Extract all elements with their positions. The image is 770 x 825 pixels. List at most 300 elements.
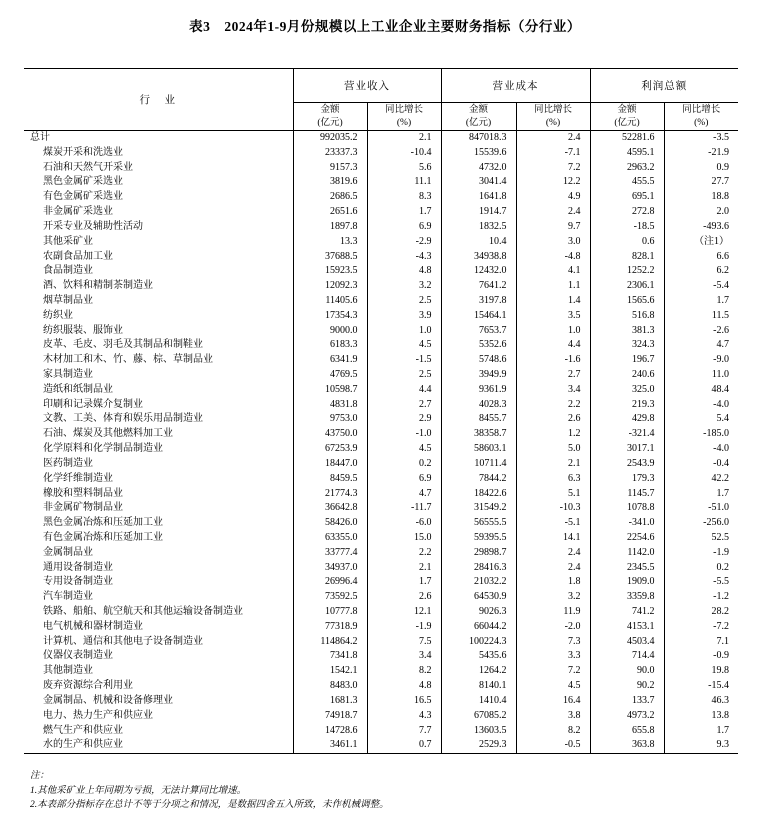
industry-name: 农副食品加工业 — [43, 250, 113, 262]
value-cell: 1.0 — [516, 324, 590, 339]
value-cell: 0.6 — [590, 235, 664, 250]
value-cell: 21032.2 — [441, 575, 516, 590]
value-cell: 37688.5 — [293, 250, 367, 265]
value-cell: 2.9 — [367, 412, 441, 427]
industry-column-header: 行 业 — [24, 69, 293, 131]
value-cell: 8.2 — [367, 664, 441, 679]
value-cell: 363.8 — [590, 738, 664, 753]
value-cell: 11.0 — [664, 368, 738, 383]
value-cell: 3949.9 — [441, 368, 516, 383]
table-row — [24, 190, 738, 205]
value-cell: 27.7 — [664, 175, 738, 190]
value-cell: 56555.5 — [441, 516, 516, 531]
industry-name: 水的生产和供应业 — [43, 739, 123, 751]
value-cell: 429.8 — [590, 412, 664, 427]
value-cell: 1.2 — [516, 427, 590, 442]
value-cell: 4973.2 — [590, 709, 664, 724]
value-cell: 74918.7 — [293, 709, 367, 724]
industry-name: 黑色金属冶炼和压延加工业 — [43, 517, 163, 529]
industry-name: 金属制品业 — [43, 546, 93, 558]
industry-name: 燃气生产和供应业 — [43, 724, 123, 736]
value-cell: 8483.0 — [293, 679, 367, 694]
value-cell: 6.6 — [664, 250, 738, 265]
value-cell: 847018.3 — [441, 131, 516, 146]
table-row — [24, 501, 738, 516]
value-cell: -4.0 — [664, 398, 738, 413]
value-cell: 3359.8 — [590, 590, 664, 605]
value-cell: 179.3 — [590, 472, 664, 487]
value-cell: 714.4 — [590, 649, 664, 664]
table-row — [24, 546, 738, 561]
value-cell: 11.1 — [367, 175, 441, 190]
value-cell: 4028.3 — [441, 398, 516, 413]
value-cell: 1078.8 — [590, 501, 664, 516]
table-row — [24, 131, 738, 146]
footnotes — [30, 769, 750, 813]
value-cell: 4.8 — [367, 679, 441, 694]
value-cell: 34938.8 — [441, 250, 516, 265]
value-cell: 1.7 — [664, 724, 738, 739]
value-cell: -5.5 — [664, 575, 738, 590]
industry-name: 其他采矿业 — [43, 235, 93, 247]
page-title: 表3 2024年1-9月份规模以上工业企业主要财务指标（分行业） — [189, 19, 581, 34]
table-row — [24, 220, 738, 235]
value-cell: 90.2 — [590, 679, 664, 694]
value-cell: 2529.3 — [441, 738, 516, 753]
value-cell: 4.4 — [516, 338, 590, 353]
value-cell: 6.2 — [664, 264, 738, 279]
value-cell: -0.9 — [664, 649, 738, 664]
value-cell: 828.1 — [590, 250, 664, 265]
value-cell: 2.4 — [516, 131, 590, 146]
value-cell: 8455.7 — [441, 412, 516, 427]
table-row — [24, 353, 738, 368]
value-cell: 14.1 — [516, 531, 590, 546]
value-cell: 992035.2 — [293, 131, 367, 146]
value-cell: -321.4 — [590, 427, 664, 442]
industry-name: 酒、饮料和精制茶制造业 — [43, 280, 153, 292]
value-cell: 52281.6 — [590, 131, 664, 146]
value-cell: -1.9 — [664, 546, 738, 561]
value-cell: 6341.9 — [293, 353, 367, 368]
value-cell: 1252.2 — [590, 264, 664, 279]
industry-name: 纺织业 — [43, 309, 73, 321]
value-cell: 16.4 — [516, 694, 590, 709]
cost-amount-header: 金额 (亿元) — [441, 103, 516, 131]
value-cell: 12.1 — [367, 605, 441, 620]
value-cell: 28416.3 — [441, 561, 516, 576]
value-cell: 1832.5 — [441, 220, 516, 235]
value-cell: 3.3 — [516, 649, 590, 664]
value-cell: 7.2 — [516, 161, 590, 176]
value-cell: 3197.8 — [441, 294, 516, 309]
value-cell: -341.0 — [590, 516, 664, 531]
value-cell: 3.0 — [516, 235, 590, 250]
value-cell: 5.0 — [516, 442, 590, 457]
value-cell: 6.9 — [367, 472, 441, 487]
value-cell: 9.3 — [664, 738, 738, 753]
value-cell: 6.9 — [367, 220, 441, 235]
industry-name: 烟草制品业 — [43, 294, 93, 306]
value-cell: 5.6 — [367, 161, 441, 176]
industry-name: 纺织服装、服饰业 — [43, 324, 123, 336]
table-row — [24, 605, 738, 620]
industry-name: 橡胶和塑料制品业 — [43, 487, 123, 499]
value-cell: 133.7 — [590, 694, 664, 709]
industry-name: 铁路、船舶、航空航天和其他运输设备制造业 — [43, 606, 243, 617]
industry-name: 有色金属冶炼和压延加工业 — [43, 531, 163, 543]
table-body — [24, 131, 738, 754]
value-cell: 9000.0 — [293, 324, 367, 339]
value-cell: -0.5 — [516, 738, 590, 753]
value-cell: 3819.6 — [293, 175, 367, 190]
value-cell: -3.5 — [664, 131, 738, 146]
table-row — [24, 561, 738, 576]
value-cell: 2.1 — [367, 561, 441, 576]
value-cell: 73592.5 — [293, 590, 367, 605]
value-cell: 13.3 — [293, 235, 367, 250]
value-cell: 18422.6 — [441, 487, 516, 502]
value-cell: 15923.5 — [293, 264, 367, 279]
value-cell: 4.5 — [367, 442, 441, 457]
value-cell: 3.4 — [516, 383, 590, 398]
value-cell: 1410.4 — [441, 694, 516, 709]
industry-name: 非金属矿物制品业 — [43, 502, 123, 514]
value-cell: 1897.8 — [293, 220, 367, 235]
table-row — [24, 531, 738, 546]
value-cell: 4595.1 — [590, 146, 664, 161]
table-row — [24, 457, 738, 472]
value-cell: 38358.7 — [441, 427, 516, 442]
value-cell: 741.2 — [590, 605, 664, 620]
table-header — [24, 69, 738, 131]
value-cell: 1909.0 — [590, 575, 664, 590]
table-row — [24, 279, 738, 294]
industry-name: 医药制造业 — [43, 457, 93, 469]
value-cell: 3.4 — [367, 649, 441, 664]
value-cell: 11405.6 — [293, 294, 367, 309]
value-cell: 2.5 — [367, 368, 441, 383]
table-row — [24, 649, 738, 664]
value-cell: （注1） — [664, 235, 738, 250]
value-cell: -4.8 — [516, 250, 590, 265]
footnote-item: 2.本表部分指标存在总计不等于分项之和情况，是数据四舍五入所致，未作机械调整。 — [30, 800, 389, 810]
value-cell: -1.9 — [367, 620, 441, 635]
value-cell: 114864.2 — [293, 635, 367, 650]
value-cell: -2.0 — [516, 620, 590, 635]
value-cell: 272.8 — [590, 205, 664, 220]
value-cell: 3.2 — [367, 279, 441, 294]
value-cell: 6.3 — [516, 472, 590, 487]
industry-name: 开采专业及辅助性活动 — [43, 220, 143, 232]
value-cell: 2.2 — [516, 398, 590, 413]
value-cell: 29898.7 — [441, 546, 516, 561]
value-cell: 2651.6 — [293, 205, 367, 220]
value-cell: 15464.1 — [441, 309, 516, 324]
value-cell: 43750.0 — [293, 427, 367, 442]
value-cell: 4.5 — [367, 338, 441, 353]
value-cell: 1.1 — [516, 279, 590, 294]
value-cell: 9753.0 — [293, 412, 367, 427]
table-row — [24, 590, 738, 605]
value-cell: 10598.7 — [293, 383, 367, 398]
table-row — [24, 635, 738, 650]
value-cell: 10.4 — [441, 235, 516, 250]
value-cell: 2.6 — [367, 590, 441, 605]
value-cell: 3461.1 — [293, 738, 367, 753]
value-cell: 0.7 — [367, 738, 441, 753]
value-cell: 4503.4 — [590, 635, 664, 650]
value-cell: 67085.2 — [441, 709, 516, 724]
value-cell: 2543.9 — [590, 457, 664, 472]
value-cell: 4.8 — [367, 264, 441, 279]
value-cell: 11.5 — [664, 309, 738, 324]
table-row — [24, 250, 738, 265]
value-cell: 1142.0 — [590, 546, 664, 561]
value-cell: -1.0 — [367, 427, 441, 442]
industry-name: 食品制造业 — [43, 265, 93, 277]
value-cell: -4.3 — [367, 250, 441, 265]
table-row — [24, 264, 738, 279]
value-cell: -21.9 — [664, 146, 738, 161]
table-row — [24, 575, 738, 590]
value-cell: 1.7 — [664, 487, 738, 502]
table-row — [24, 709, 738, 724]
value-cell: 9026.3 — [441, 605, 516, 620]
value-cell: 90.0 — [590, 664, 664, 679]
value-cell: 5.4 — [664, 412, 738, 427]
value-cell: 1.7 — [664, 294, 738, 309]
value-cell: 3.5 — [516, 309, 590, 324]
value-cell: 67253.9 — [293, 442, 367, 457]
value-cell: 31549.2 — [441, 501, 516, 516]
value-cell: 16.5 — [367, 694, 441, 709]
value-cell: 18.8 — [664, 190, 738, 205]
value-cell: 7844.2 — [441, 472, 516, 487]
value-cell: 2345.5 — [590, 561, 664, 576]
value-cell: 3.9 — [367, 309, 441, 324]
industry-name: 文教、工美、体育和娱乐用品制造业 — [43, 413, 203, 425]
value-cell: 7653.7 — [441, 324, 516, 339]
value-cell: 1.4 — [516, 294, 590, 309]
value-cell: -6.0 — [367, 516, 441, 531]
value-cell: 8140.1 — [441, 679, 516, 694]
value-cell: 240.6 — [590, 368, 664, 383]
value-cell: 3041.4 — [441, 175, 516, 190]
value-cell: 1641.8 — [441, 190, 516, 205]
value-cell: 4.3 — [367, 709, 441, 724]
value-cell: 4153.1 — [590, 620, 664, 635]
value-cell: 63355.0 — [293, 531, 367, 546]
industry-name: 废弃资源综合利用业 — [43, 680, 133, 692]
value-cell: -5.4 — [664, 279, 738, 294]
value-cell: 10711.4 — [441, 457, 516, 472]
value-cell: 325.0 — [590, 383, 664, 398]
table-row — [24, 679, 738, 694]
value-cell: 455.5 — [590, 175, 664, 190]
table-row — [24, 146, 738, 161]
industry-name: 电气机械和器材制造业 — [43, 620, 143, 632]
value-cell: 2.6 — [516, 412, 590, 427]
value-cell: 1681.3 — [293, 694, 367, 709]
table-row — [24, 205, 738, 220]
value-cell: -2.6 — [664, 324, 738, 339]
value-cell: -1.2 — [664, 590, 738, 605]
cost-group-header: 营业成本 — [441, 69, 590, 103]
industry-name: 其他制造业 — [43, 665, 93, 677]
table-row — [24, 412, 738, 427]
table-row — [24, 427, 738, 442]
value-cell: 8.2 — [516, 724, 590, 739]
value-cell: 1264.2 — [441, 664, 516, 679]
value-cell: 1914.7 — [441, 205, 516, 220]
value-cell: 324.3 — [590, 338, 664, 353]
value-cell: 2963.2 — [590, 161, 664, 176]
value-cell: 64530.9 — [441, 590, 516, 605]
value-cell: 48.4 — [664, 383, 738, 398]
value-cell: 2.1 — [516, 457, 590, 472]
profit-amount-header: 金额 (亿元) — [590, 103, 664, 131]
value-cell: 12092.3 — [293, 279, 367, 294]
value-cell: 1.7 — [367, 575, 441, 590]
industry-name: 计算机、通信和其他电子设备制造业 — [43, 635, 203, 647]
value-cell: 2.0 — [664, 205, 738, 220]
value-cell: 12.2 — [516, 175, 590, 190]
value-cell: 5352.6 — [441, 338, 516, 353]
value-cell: 5748.6 — [441, 353, 516, 368]
industry-name: 电力、热力生产和供应业 — [43, 709, 153, 721]
financial-indicators-table — [24, 68, 738, 754]
value-cell: 33777.4 — [293, 546, 367, 561]
value-cell: -10.4 — [367, 146, 441, 161]
revenue-group-header: 营业收入 — [293, 69, 441, 103]
industry-name: 木材加工和木、竹、藤、棕、草制品业 — [43, 354, 213, 366]
value-cell: 7.1 — [664, 635, 738, 650]
value-cell: 34937.0 — [293, 561, 367, 576]
value-cell: 2254.6 — [590, 531, 664, 546]
value-cell: 2306.1 — [590, 279, 664, 294]
industry-name: 皮革、毛皮、羽毛及其制品和制鞋业 — [43, 339, 203, 351]
value-cell: 5.1 — [516, 487, 590, 502]
value-cell: 381.3 — [590, 324, 664, 339]
value-cell: 1.0 — [367, 324, 441, 339]
industry-name: 有色金属矿采选业 — [43, 191, 123, 203]
value-cell: 3.2 — [516, 590, 590, 605]
value-cell: 2.5 — [367, 294, 441, 309]
value-cell: 21774.3 — [293, 487, 367, 502]
value-cell: 12432.0 — [441, 264, 516, 279]
value-cell: -10.3 — [516, 501, 590, 516]
value-cell: 2.2 — [367, 546, 441, 561]
value-cell: 2.4 — [516, 561, 590, 576]
value-cell: 42.2 — [664, 472, 738, 487]
value-cell: -1.6 — [516, 353, 590, 368]
value-cell: 4831.8 — [293, 398, 367, 413]
value-cell: 13.8 — [664, 709, 738, 724]
value-cell: 19.8 — [664, 664, 738, 679]
revenue-amount-header: 金额 (亿元) — [293, 103, 367, 131]
table-row — [24, 738, 738, 753]
value-cell: -493.6 — [664, 220, 738, 235]
value-cell: 4732.0 — [441, 161, 516, 176]
industry-name: 专用设备制造业 — [43, 576, 113, 588]
industry-name: 通用设备制造业 — [43, 561, 113, 573]
value-cell: -185.0 — [664, 427, 738, 442]
value-cell: 14728.6 — [293, 724, 367, 739]
footnote-label: 注： — [30, 771, 50, 781]
value-cell: 4.7 — [367, 487, 441, 502]
industry-name: 汽车制造业 — [43, 591, 93, 603]
value-cell: 4.9 — [516, 190, 590, 205]
value-cell: 695.1 — [590, 190, 664, 205]
table-row — [24, 487, 738, 502]
value-cell: 7641.2 — [441, 279, 516, 294]
table-row — [24, 309, 738, 324]
value-cell: 0.9 — [664, 161, 738, 176]
table-row — [24, 383, 738, 398]
value-cell: 2.1 — [367, 131, 441, 146]
industry-name: 化学纤维制造业 — [43, 472, 113, 484]
table-row — [24, 724, 738, 739]
value-cell: -51.0 — [664, 501, 738, 516]
value-cell: 7341.8 — [293, 649, 367, 664]
value-cell: 2.7 — [367, 398, 441, 413]
value-cell: -15.4 — [664, 679, 738, 694]
footnote-item: 1.其他采矿业上年同期为亏损，无法计算同比增速。 — [30, 785, 247, 796]
value-cell: 23337.3 — [293, 146, 367, 161]
value-cell: 26996.4 — [293, 575, 367, 590]
value-cell: 46.3 — [664, 694, 738, 709]
industry-name: 金属制品、机械和设备修理业 — [43, 694, 173, 706]
value-cell: 18447.0 — [293, 457, 367, 472]
value-cell: 1.7 — [367, 205, 441, 220]
value-cell: -1.5 — [367, 353, 441, 368]
value-cell: 58603.1 — [441, 442, 516, 457]
value-cell: 11.9 — [516, 605, 590, 620]
value-cell: 8.3 — [367, 190, 441, 205]
value-cell: 1.8 — [516, 575, 590, 590]
value-cell: 36642.8 — [293, 501, 367, 516]
value-cell: 58426.0 — [293, 516, 367, 531]
value-cell: 2.7 — [516, 368, 590, 383]
table-row — [24, 442, 738, 457]
industry-name: 仪器仪表制造业 — [43, 650, 113, 662]
industry-name: 非金属矿采选业 — [43, 206, 113, 218]
industry-name: 石油和天然气开采业 — [43, 161, 133, 173]
value-cell: 100224.3 — [441, 635, 516, 650]
value-cell: 1542.1 — [293, 664, 367, 679]
value-cell: -11.7 — [367, 501, 441, 516]
table-row — [24, 294, 738, 309]
value-cell: 196.7 — [590, 353, 664, 368]
value-cell: -7.2 — [664, 620, 738, 635]
value-cell: 52.5 — [664, 531, 738, 546]
value-cell: 4.5 — [516, 679, 590, 694]
table-row — [24, 516, 738, 531]
value-cell: 5435.6 — [441, 649, 516, 664]
value-cell: 13603.5 — [441, 724, 516, 739]
value-cell: -4.0 — [664, 442, 738, 457]
value-cell: 28.2 — [664, 605, 738, 620]
industry-name: 石油、煤炭及其他燃料加工业 — [43, 428, 173, 440]
value-cell: 7.5 — [367, 635, 441, 650]
value-cell: -0.4 — [664, 457, 738, 472]
value-cell: 8459.5 — [293, 472, 367, 487]
value-cell: 66044.2 — [441, 620, 516, 635]
profit-growth-header: 同比增长 (%) — [664, 103, 738, 131]
value-cell: -2.9 — [367, 235, 441, 250]
value-cell: 59395.5 — [441, 531, 516, 546]
